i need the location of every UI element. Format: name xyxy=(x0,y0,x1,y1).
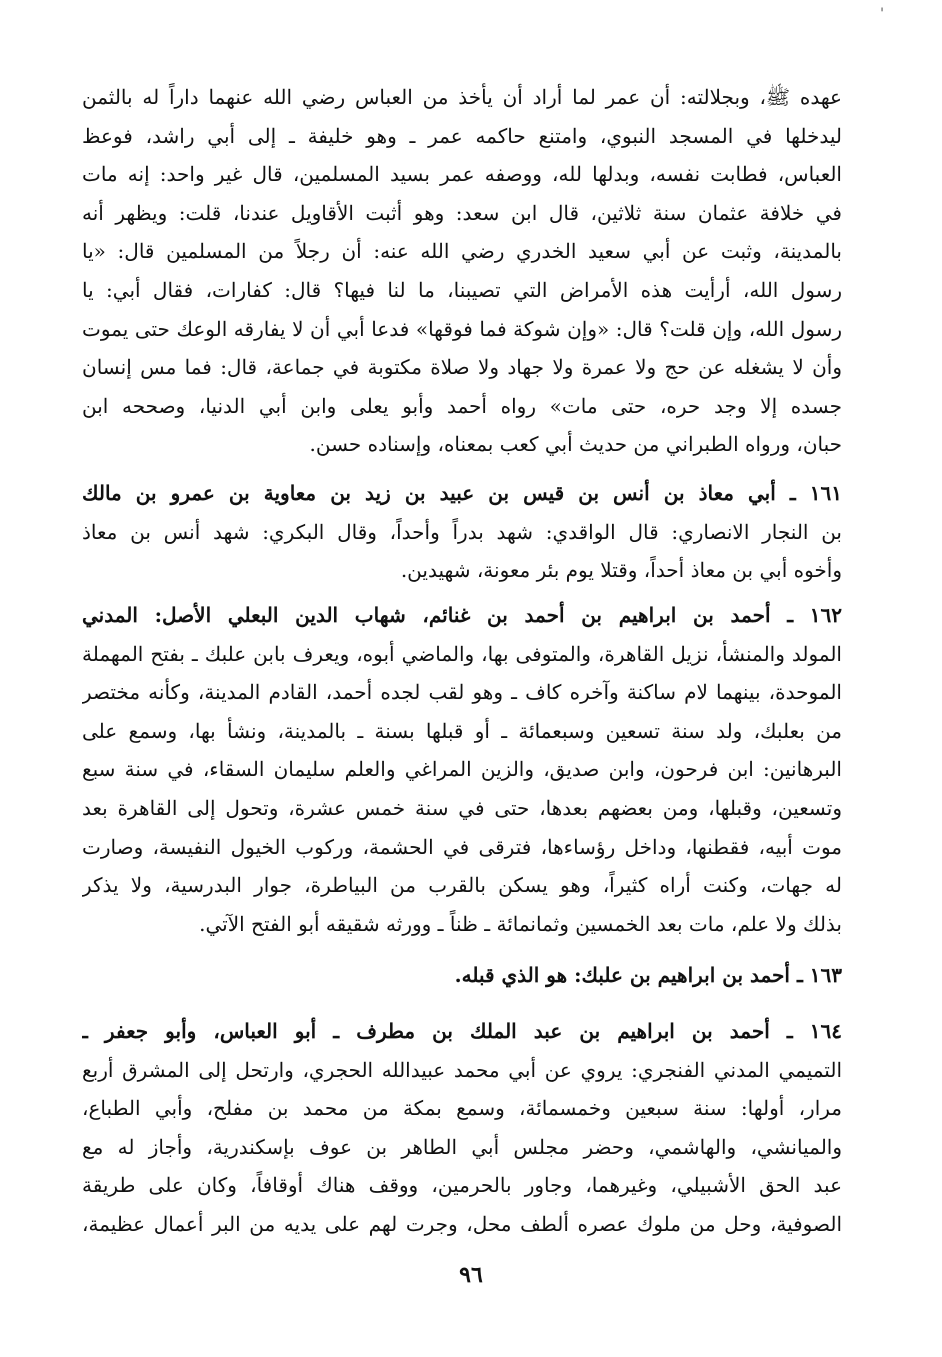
text-line: بالمدينة، وثبت عن أبي سعيد الخدري رضي الله عنه: أن رجلاً من المسلمين قال: «يا xyxy=(82,239,842,264)
text-line: البرهانين: ابن فرحون، وابن صديق، والزين المراغي والعلم سليمان السقاء، في سنة سبع xyxy=(82,757,842,782)
text-line: بذلك ولا علم، مات بعد الخمسين وثمانمائة ـ ظناً ـ وورثه شقيقه أبو الفتح الآتي. xyxy=(199,911,842,936)
text-line: مرار، أولها: سنة سبعين وخمسمائة، وسمع بمكة من محمد بن مفلح، وأبي الطباع، xyxy=(82,1096,842,1121)
entry-162 xyxy=(82,596,842,943)
text-line: عبد الحق الأشبيلي، وغيرهما، وجاور بالحرمين، ووقف هناك أوقافاً، وكان على طريقة xyxy=(82,1173,842,1198)
entry-heading-line: ١٦١ ـ أبي معاذ بن أنس بن قيس بن عبيد بن زيد بن معاوية بن عمرو بن مالك xyxy=(82,481,842,505)
entry-163 xyxy=(82,956,842,995)
text-line: رسول الله، وإن قلت؟ قال: «وإن شوكة فما فوقها» فدعا أبي أن لا يفارقه الوعك حتى يموت xyxy=(82,316,842,341)
text-line: الصوفية، وحل من ملوك عصره ألطف محل، وجرت لهم على يديه من البر أعمال عظيمة، xyxy=(82,1211,842,1236)
text-line: وأن لا يشغله عن حج ولا عمرة ولا جهاد ولا صلاة مكتوبة في جماعة، قال: فما مس إنسان xyxy=(82,355,842,380)
text-line: بن النجار الانصاري: قال الواقدي: شهد بدراً وأحداً، وقال البكري: شهد أنس بن معاذ xyxy=(82,519,842,544)
text-line: من بعلبك، ولد سنة تسعين وسبعمائة ـ أو قبلها بسنة ـ بالمدينة، ونشأ بها، وسمع على xyxy=(82,718,842,743)
text-line: الموحدة، بينهما لام ساكنة وآخره كاف ـ وهو لقب لجده أحمد، القادم المدينة، وكأنه مختصر xyxy=(82,680,842,705)
entry-heading-line: ١٦٣ ـ أحمد بن ابراهيم بن علبك: هو الذي قبله. xyxy=(454,963,842,987)
entry-heading-line: ١٦٤ ـ أحمد بن ابراهيم بن عبد الملك بن مطرف ـ أبو العباس، وأبو جعفر ـ xyxy=(82,1019,842,1043)
text-line: جسده إلا وجد حره، حتى مات» رواه أحمد وأبو يعلى وابن أبي الدنيا، وصححه ابن xyxy=(82,393,842,418)
text-line: رسول الله، أرأيت هذه الأمراض التي تصيبنا، ما لنا فيها؟ قال: كفارات، فقال أبي: يا xyxy=(82,277,842,302)
text-line: ليدخلها في المسجد النبوي، وامتنع حاكمه عمر ـ وهو خليفة ـ إلى أبي راشد، فوعظ xyxy=(82,123,842,148)
text-line: موت أبيه، فقطنها، وداخل رؤساءها، فترقى في الحشمة، وركوب الخيول النفيسة، وصارت xyxy=(82,834,842,859)
entry-164 xyxy=(82,1012,842,1244)
text-line: المولد والمنشأ، نزيل القاهرة، والمتوفى بها، والماضي أبوه، ويعرف بابن علبك ـ بفتح المهملة xyxy=(82,641,842,666)
corner-mark: ' xyxy=(880,6,884,22)
text-line: عهده ﷺ، وبجلالته: أن عمر لما أراد أن يأخذ من العباس رضي الله عنهما داراً له بالثمن xyxy=(82,85,842,109)
text-line: له جهات، وكنت أراه كثيراً، وهو يسكن بالقرب من البياطرة، جوار البدرسية، ولا يذكر xyxy=(82,873,842,898)
text-line: وأخوه أبي بن معاذ أحداً، وقتلا يوم بئر معونة، شهيدين. xyxy=(400,558,842,583)
paragraph-intro xyxy=(82,78,842,464)
text-line: والميانشي، والهاشمي، وحضر مجلس أبي الطاهر بن عوف بإسكندرية، وأجاز له مع xyxy=(82,1134,842,1159)
text-line: حبان، ورواه الطبراني من حديث أبي كعب بمعناه، وإسناده حسن. xyxy=(309,432,842,457)
entry-heading-line: ١٦٢ ـ أحمد بن ابراهيم بن أحمد بن غنائم، شهاب الدين البعلي الأصل: المدني xyxy=(82,603,842,627)
text-line: وتسعين، وقبلها، ومن بعضهم بعدها، حتى في سنة خمس عشرة، وتحول إلى القاهرة بعد xyxy=(82,795,842,820)
text-line: في خلافة عثمان سنة ثلاثين، قال ابن سعد: وهو أثبت الأقاويل عندنا، قلت: ويظهر أنه xyxy=(82,200,842,225)
text-line: العباس، فطابت نفسه، وبدلها لله، ووصفه عمر بسيد المسلمين، قال غير واحد: إنه مات xyxy=(82,162,842,187)
entry-161 xyxy=(82,474,842,590)
text-line: التميمي المدني الفنجري: يروي عن أبي محمد عبيدالله الحجري، وارتحل إلى المشرق أربع xyxy=(82,1057,842,1082)
page-number: ٩٦ xyxy=(459,1262,483,1288)
